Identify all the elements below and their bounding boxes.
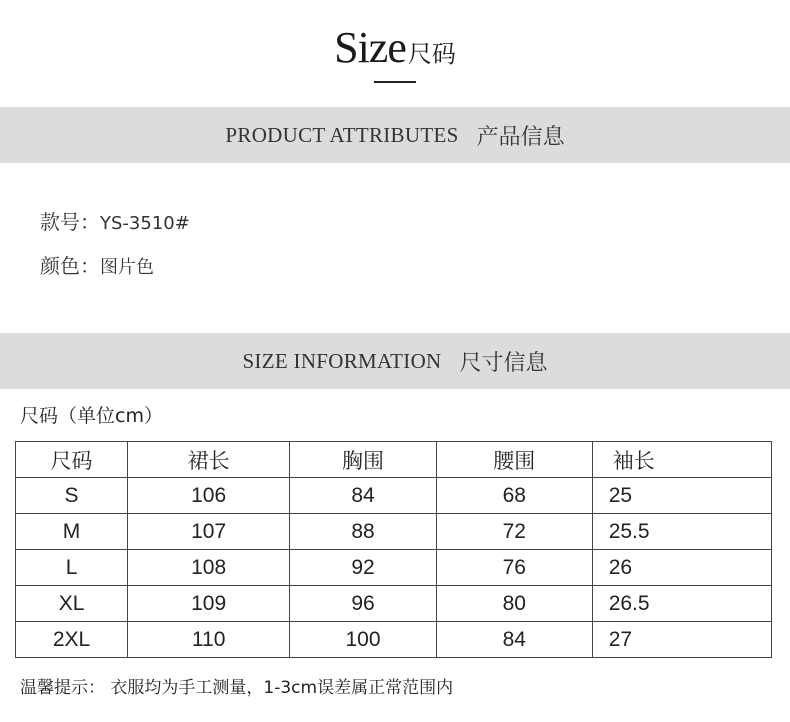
- table-row: [16, 478, 772, 514]
- header-cell: 腰围: [436, 442, 592, 478]
- table-cell: S: [16, 478, 128, 514]
- table-cell: XL: [16, 586, 128, 622]
- table-cell: 107: [128, 514, 290, 550]
- size-information-title-en: SIZE INFORMATION: [242, 348, 442, 373]
- attribute-color: [40, 250, 154, 279]
- table-cell: 72: [436, 514, 592, 550]
- title-underline: [374, 81, 416, 83]
- table-cell: 96: [290, 586, 437, 622]
- measurement-note: 温馨提示： 衣服均为手工测量，1-3cm误差属正常范围内: [20, 678, 454, 698]
- table-cell: 26: [592, 550, 771, 586]
- table-header-row: [16, 442, 772, 478]
- header-cell: 裙长: [128, 442, 290, 478]
- table-cell: 88: [290, 514, 437, 550]
- table-cell: 108: [128, 550, 290, 586]
- table-cell: 106: [128, 478, 290, 514]
- table-row: [16, 514, 772, 550]
- title-en: Size: [334, 23, 406, 72]
- table-row: [16, 550, 772, 586]
- attribute-value: YS-3510#: [100, 213, 190, 234]
- header-cell: 胸围: [290, 442, 437, 478]
- table-cell: 2XL: [16, 622, 128, 658]
- table-cell: M: [16, 514, 128, 550]
- header-cell: 尺码: [16, 442, 128, 478]
- attribute-label: 颜色：: [40, 254, 100, 278]
- attribute-style-number: [40, 206, 190, 235]
- table-cell: 25: [592, 478, 771, 514]
- table-cell: 26.5: [592, 586, 771, 622]
- size-information-header: [0, 333, 790, 389]
- size-table: [15, 441, 772, 658]
- unit-label: 尺码（单位cm）: [20, 405, 163, 427]
- table-cell: L: [16, 550, 128, 586]
- attribute-label: 款号：: [40, 210, 100, 234]
- table-cell: 84: [290, 478, 437, 514]
- table-cell: 84: [436, 622, 592, 658]
- table-row: [16, 586, 772, 622]
- table-cell: 80: [436, 586, 592, 622]
- attribute-value: 图片色: [100, 257, 154, 278]
- table-row: [16, 622, 772, 658]
- header-cell: 袖长: [592, 442, 771, 478]
- table-cell: 110: [128, 622, 290, 658]
- table-cell: 100: [290, 622, 437, 658]
- product-attributes-title-cn: 产品信息: [476, 124, 565, 150]
- product-attributes-title-en: PRODUCT ATTRIBUTES: [225, 122, 459, 147]
- table-cell: 76: [436, 550, 592, 586]
- page-title: [0, 22, 790, 86]
- table-cell: 92: [290, 550, 437, 586]
- table-cell: 68: [436, 478, 592, 514]
- table-cell: 27: [592, 622, 771, 658]
- product-attributes-header: [0, 107, 790, 163]
- table-cell: 25.5: [592, 514, 771, 550]
- title-cn: 尺码: [407, 40, 456, 68]
- size-information-title-cn: 尺寸信息: [459, 350, 548, 376]
- table-cell: 109: [128, 586, 290, 622]
